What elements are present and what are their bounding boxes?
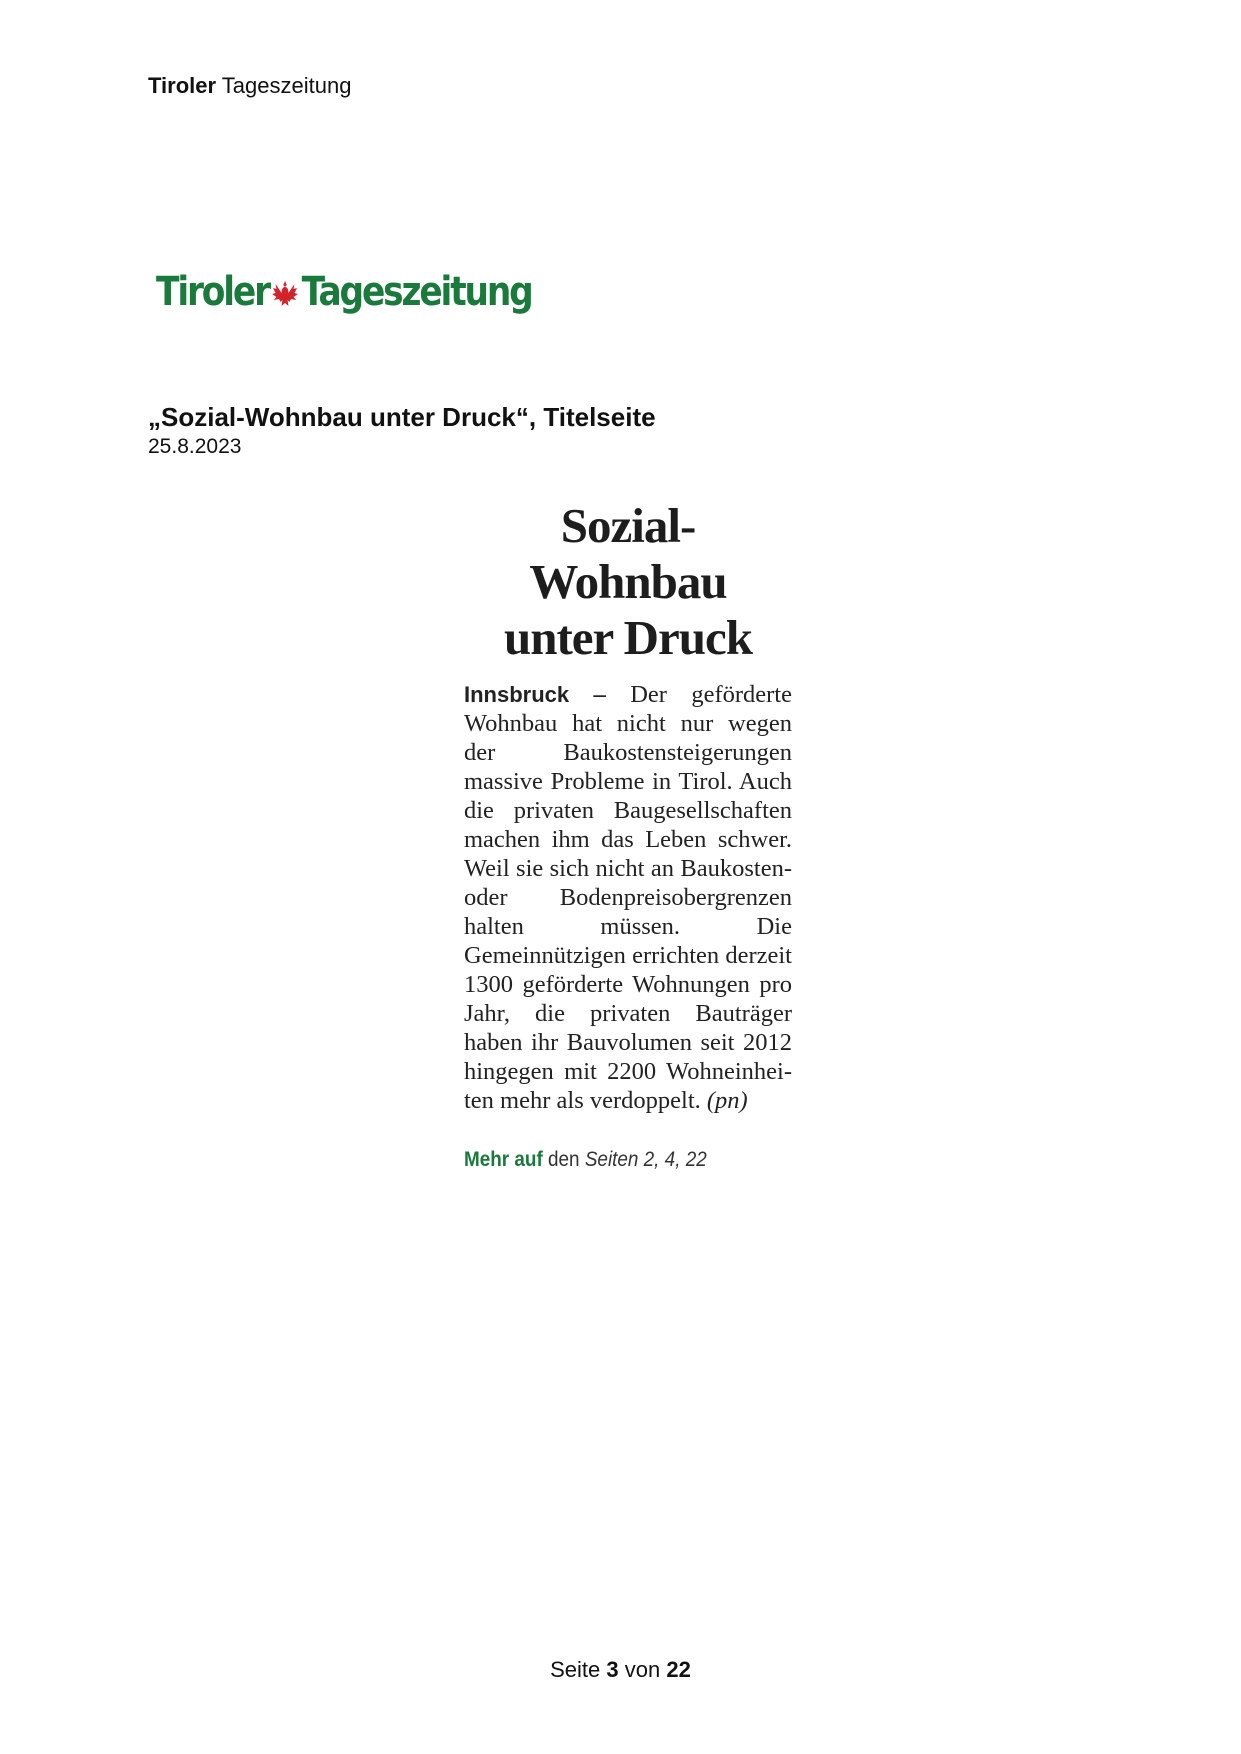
newspaper-logo (156, 262, 532, 322)
header-brand-regular: Tageszeitung (221, 73, 352, 98)
article-author: (pn) (706, 1087, 748, 1114)
footer-prefix: Seite (550, 1657, 601, 1682)
tyrolean-eagle-icon (271, 278, 299, 310)
article-headline (464, 498, 792, 666)
footer-middle: von (624, 1657, 661, 1682)
article-body (464, 680, 792, 1115)
document-date: 25.8.2023 (148, 435, 242, 458)
article-body-text: Der geförderte Wohnbau hat nicht nur wegen der Baukostensteigerungen massive Probleme in Tirol. Auch die privaten Baugesellschaften machen ihm das Leben schwer. Weil sie sich nicht an Baukosten- oder Bodenpreisobergrenzen halten müssen. Die Gemeinnützigen errichten derzeit 1300 geförderte Wohnungen pro Jahr, die privaten Bauträger haben ihr Bauvolumen seit 2012 hingegen mit 2200 Wohneinheiten mehr als verdoppelt. (464, 681, 792, 1114)
page-footer (0, 1656, 1241, 1684)
logo-word-right: Tageszeitung (301, 269, 532, 315)
article-dateline: Innsbruck (464, 682, 570, 707)
more-mid: den (548, 1148, 580, 1171)
logo-word-left: Tiroler (156, 269, 269, 315)
document-title: „Sozial-Wohnbau unter Druck“, Titelseite (148, 402, 656, 432)
header-brand-bold: Tiroler (148, 73, 217, 98)
footer-current-page: 3 (606, 1657, 619, 1682)
more-pages-reference (464, 1147, 759, 1173)
headline-line-2: unter Druck (503, 610, 753, 665)
page-header (148, 72, 351, 100)
footer-total-pages: 22 (666, 1657, 691, 1682)
more-lead: Mehr auf (464, 1148, 543, 1171)
more-pages: Seiten 2, 4, 22 (584, 1148, 707, 1171)
dateline-dash: – (593, 681, 606, 708)
article-clipping (464, 498, 792, 1173)
headline-line-1: Sozial-Wohnbau (529, 498, 727, 609)
